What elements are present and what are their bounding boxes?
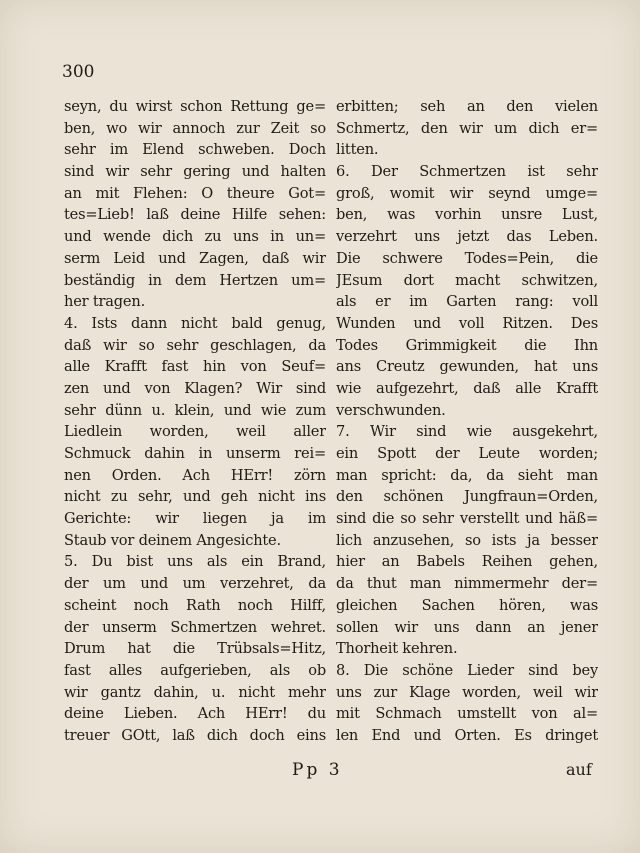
- text-line: Thorheit kehren.: [336, 640, 458, 658]
- text-line: zen und von Klagen? Wir sind: [64, 379, 326, 397]
- text-line: uns zur Klage worden, weil wir: [336, 683, 598, 701]
- text-line: Schmertz, den wir um dich er=: [336, 119, 598, 137]
- text-line: ein Spott der Leute worden;: [336, 445, 598, 462]
- text-line: verzehrt uns jetzt das Leben.: [336, 228, 598, 246]
- text-line: hier an Babels Reihen gehen,: [336, 553, 598, 571]
- text-line: sehr im Elend schweben. Doch: [64, 141, 326, 159]
- text-line: 5. Du bist uns als ein Brand,: [64, 553, 326, 571]
- text-line: 4. Ists dann nicht bald genug,: [64, 314, 326, 332]
- text-line: an mit Flehen: O theure Got=: [64, 184, 326, 202]
- text-line: Todes Grimmigkeit die Ihn: [336, 336, 598, 354]
- text-line: Drum hat die Trübsals=Hitz,: [64, 640, 326, 658]
- text-line: fast alles aufgerieben, als ob: [64, 661, 326, 679]
- text-line: lich anzusehen, so ists ja besser: [336, 531, 598, 549]
- text-line: sind die so sehr verstellt und häß=: [336, 510, 598, 528]
- text-line: verschwunden.: [336, 401, 446, 419]
- signature-mark: Pp 3: [292, 760, 343, 780]
- text-line: und wende dich zu uns in un=: [64, 228, 326, 246]
- text-line: 6. Der Schmertzen ist sehr: [336, 163, 598, 181]
- text-line: treuer GOtt, laß dich doch eins: [64, 726, 326, 744]
- page-number: 300: [62, 62, 95, 82]
- text-line: als er im Garten rang: voll: [336, 293, 598, 311]
- text-line: sehr dünn u. klein, und wie zum: [64, 401, 326, 419]
- text-line: len End und Orten. Es dringet: [336, 726, 598, 744]
- text-line: gleichen Sachen hören, was: [336, 596, 598, 614]
- text-line: seyn, du wirst schon Rettung ge=: [64, 98, 326, 115]
- text-line: Wunden und voll Ritzen. Des: [336, 314, 598, 332]
- text-line: der um und um verzehret, da: [64, 575, 326, 593]
- text-line: serm Leid und Zagen, daß wir: [64, 249, 326, 267]
- text-line: scheint noch Rath noch Hilff,: [64, 596, 326, 614]
- left-column: [64, 96, 326, 747]
- text-line: da thut man nimmermehr der=: [336, 575, 598, 593]
- text-line: nicht zu sehr, und geh nicht ins: [64, 488, 326, 506]
- text-line: sind wir sehr gering und halten: [64, 163, 326, 181]
- text-line: man spricht: da, da sieht man: [336, 466, 598, 484]
- text-line: tes=Lieb! laß deine Hilfe sehen:: [64, 206, 326, 224]
- text-line: deine Lieben. Ach HErr! du: [64, 705, 326, 723]
- text-line: litten.: [336, 141, 379, 159]
- text-line: ben, wo wir annoch zur Zeit so: [64, 119, 326, 137]
- text-line: Staub vor deinem Angesichte.: [64, 531, 281, 549]
- text-line: 8. Die schöne Lieder sind bey: [336, 661, 598, 679]
- text-line: Gerichte: wir liegen ja im: [64, 510, 326, 528]
- text-line: Schmuck dahin in unserm rei=: [64, 445, 326, 462]
- text-line: den schönen Jungfraun=Orden,: [336, 488, 598, 506]
- text-line: Liedlein worden, weil aller: [64, 423, 326, 441]
- text-line: Die schwere Todes=Pein, die: [336, 249, 598, 267]
- text-line: wie aufgezehrt, daß alle Krafft: [336, 379, 598, 397]
- text-line: JEsum dort macht schwitzen,: [336, 271, 598, 289]
- text-line: erbitten; seh an den vielen: [336, 98, 598, 115]
- text-line: alle Krafft fast hin von Seuf=: [64, 358, 326, 376]
- text-line: groß, womit wir seynd umge=: [336, 184, 598, 202]
- text-line: ans Creutz gewunden, hat uns: [336, 358, 598, 376]
- text-line: mit Schmach umstellt von al=: [336, 705, 598, 723]
- text-line: 7. Wir sind wie ausgekehrt,: [336, 423, 598, 441]
- text-line: ben, was vorhin unsre Lust,: [336, 206, 598, 224]
- text-line: wir gantz dahin, u. nicht mehr: [64, 683, 326, 701]
- text-line: her tragen.: [64, 293, 146, 311]
- text-line: der unserm Schmertzen wehret.: [64, 618, 326, 636]
- text-line: sollen wir uns dann an jener: [336, 618, 598, 636]
- text-line: daß wir so sehr geschlagen, da: [64, 336, 326, 354]
- right-column: [336, 96, 598, 747]
- catchword: auf: [566, 760, 592, 779]
- text-line: beständig in dem Hertzen um=: [64, 271, 326, 289]
- text-line: nen Orden. Ach HErr! zörn: [64, 466, 326, 484]
